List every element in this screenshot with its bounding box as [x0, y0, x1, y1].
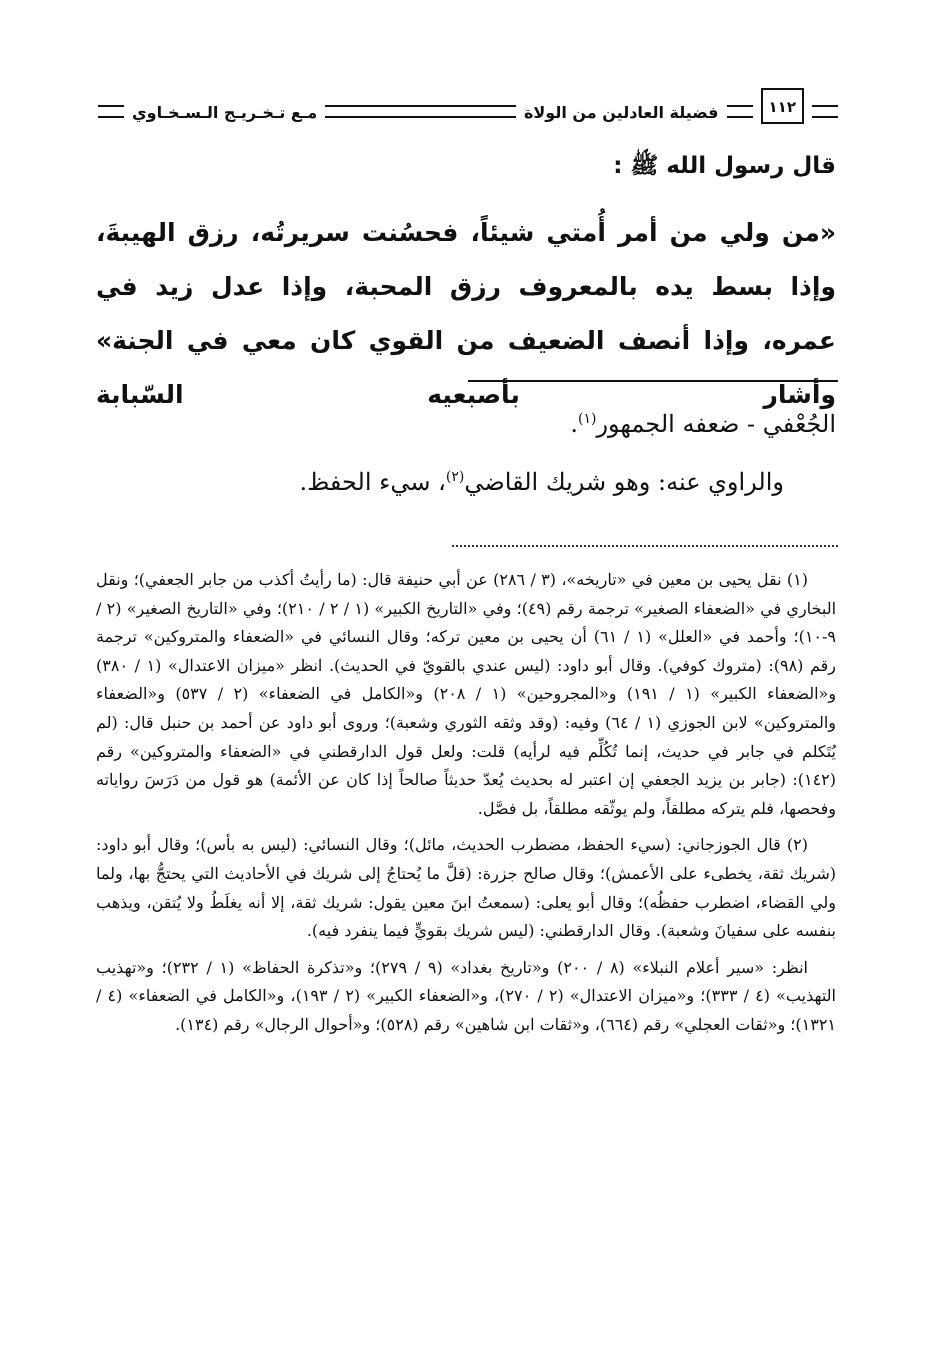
footnote-1: (١) نقل يحيى بن معين في «تاريخه»، (٣ / ٢٨٦) عن أبي حنيفة قال: (ما رأيتُ أكذب من جابر الجعفي)؛ ونقل البخاري في «الضعفاء الصغير» ترجمة رقم (٤٩)؛ وفي «التاريخ الكبير» (١ / ٢ / ٢١٠)؛ وفي «التاريخ الصغير» (٢ / ٩-١٠)؛ وأحمد في «العلل» (١ / ٦١) أن يحيى بن معين تركه؛ وقال النسائي في «الضعفاء والمتروكين» ترجمة رقم (٩٨): (متروك كوفي). وقال أبو داود: (ليس عندي بالقويّ في الحديث). انظر «ميزان الاعتدال» (١ / ٣٨٠) و«الضعفاء الكبير» (١ / ١٩١) و«المجروحين» (١ / ٢٠٨) و«الكامل في الضعفاء» (٢ / ٥٣٧) و«الضعفاء والمتروكين» لابن الجوزي (١ / ٦٤) وفيه: (وقد وثقه الثوري وشعبة)؛ وروى أبو داود عن أحمد بن حنبل قال: (لم يُتَكلم في جابر في حديث، إنما تُكُلِّم فيه لرأيه) قلت: ولعل قول الدارقطني في «الضعفاء والمتروكين» رقم (١٤٢): (جابر بن يزيد الجعفي إن اعتبر له بحديث يُعدّ حديثاً صالحاً إذا كان عن الأئمة) هو قول من دَرَسَ رواياته وفحصها، فلم يتركه مطلقاً، ولم يوثّقه مطلقاً، بل فصَّل. — [96, 570, 837, 818]
narrator-line-1 — [96, 400, 836, 448]
hadith-intro: قال رسول الله ﷺ : — [613, 153, 836, 179]
footnote-2: (٢) قال الجوزجاني: (سيء الحفظ، مضطرب الحديث، مائل)؛ وقال النسائي: (ليس به بأس)؛ وقال أبو داود: (شريك ثقة، يخطىء على الأعمش)؛ وقال صالح جزرة: (قلَّ ما يُحتاجُ إلى شريك في الأحاديث التي يحتجُّ بها، ولما ولي القضاء، اضطرب حفظُه)؛ وقال أبو يعلى: (سمعتُ ابنَ معين يقول: شريك ثقة، إلا أنه يغلَطُ ولا يُتقن، ويذهب بنفسه على سفيانَ وشعبة). وقال الدارقطني: (ليس شريك بقويٍّ فيما ينفرد فيه). — [96, 835, 837, 941]
narrator-1-end: . — [570, 410, 578, 438]
narrator-2-end: ، سيء الحفظ. — [299, 468, 446, 496]
running-header — [98, 82, 838, 124]
header-subtitle: مـع تـخـريـج الـسـخـاوي — [132, 103, 318, 122]
footnotes — [96, 566, 836, 1048]
header-rule-right — [812, 105, 838, 118]
footnote-references: انظر: «سير أعلام النبلاء» (٨ / ٢٠٠) و«تاريخ بغداد» (٩ / ٢٧٩)؛ و«تذكرة الحفاظ» (١ / ٢٣٢)؛ و«تهذيب التهذيب» (٤ / ٣٣٣)؛ و«ميزان الاعتدال» (٢ / ٢٧٠)، و«الضعفاء الكبير» (٢ / ١٩٣)، و«الكامل في الضعفاء» (٤ / ١٣٢١)؛ و«ثقات العجلي» رقم (٦٦٤)، و«ثقات ابن شاهين» رقم (٥٢٨)؛ و«أحوال الرجال» رقم (١٣٤). — [96, 957, 836, 1034]
header-rule-small — [727, 105, 753, 118]
page-number: ١١٢ — [761, 88, 804, 124]
footnote-mark-2: (٢) — [445, 469, 465, 485]
footnote-separator — [452, 545, 838, 547]
narrator-2-text: والراوي عنه: وهو شريك القاضي — [464, 468, 784, 496]
header-rule-middle — [325, 105, 516, 118]
header-rule-left — [98, 105, 124, 118]
narrator-line-2 — [96, 458, 784, 506]
hadith-text: «من ولي من أمر أُمتي شيئاً، فحسُنت سريرتُه، رزق الهيبةَ، وإذا بسط يده بالمعروف رزق المحبة، وإذا عدل زيد في عمره، وإذا أنصف الضعيف من القوي كان معي في الجنة» وأشار بأصبعيه السّبابة — [96, 218, 836, 409]
footnote-mark-1: (١) — [577, 411, 597, 427]
header-title: فضيلة العادلين من الولاة — [523, 103, 719, 122]
content-divider — [468, 380, 838, 382]
narrator-1-text: الجُعْفي - ضعفه الجمهور — [596, 410, 836, 438]
